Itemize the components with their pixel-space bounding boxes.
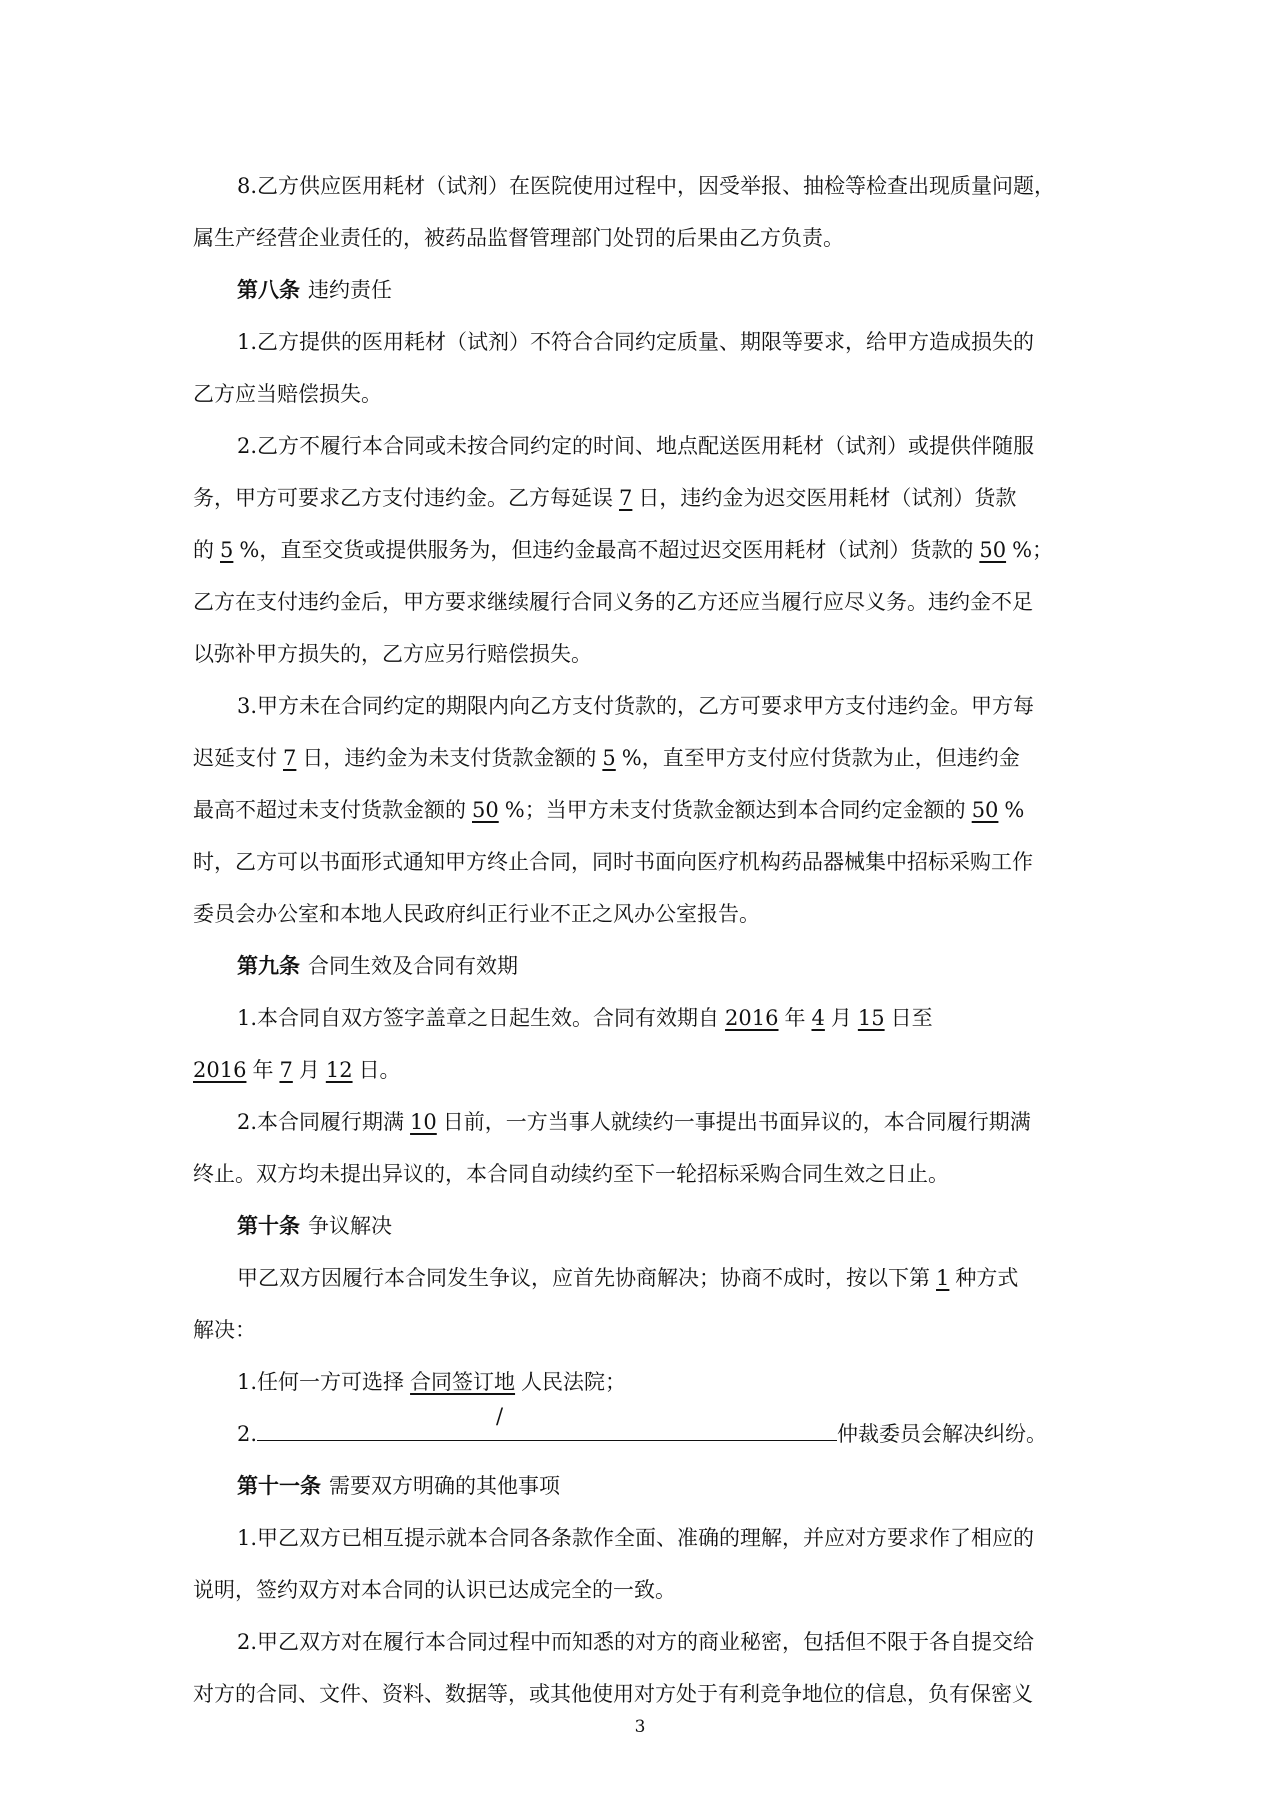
text-run: % [1004, 798, 1025, 822]
clause-10-1 [193, 1356, 1086, 1408]
clause-11-1-line2: 说明，签约双方对本合同的认识已达成完全的一致。 [193, 1578, 676, 1602]
clause-8-2-line4: 乙方在支付违约金后，甲方要求继续履行合同义务的乙方还应当履行应尽义务。违约金不足 [193, 590, 1033, 614]
clause-9-1-line1 [193, 992, 1086, 1044]
clause-8-2-line3 [193, 524, 1086, 576]
clause-11-2-line1: 2.甲乙双方对在履行本合同过程中而知悉的对方的商业秘密，包括但不限于各自提交给 [237, 1630, 1035, 1654]
clause-10-line2: 解决： [193, 1318, 256, 1342]
penalty-rate-field: 5 [220, 538, 234, 562]
contract-body [193, 160, 1086, 1720]
text-run: 日，违约金为未支付货款金额的 [302, 746, 597, 770]
clause-10-line1 [193, 1252, 1086, 1304]
article-8-heading [193, 264, 1086, 316]
text-run: %； [1012, 538, 1054, 562]
text-run: 2.本合同履行期满 [237, 1110, 405, 1134]
text-run: 务，甲方可要求乙方支付违约金。乙方每延误 [193, 486, 613, 510]
arbitration-blank-field [257, 1404, 504, 1441]
text-run: 迟延支付 [193, 746, 277, 770]
page-number: 3 [634, 1717, 646, 1737]
article-10-number: 第十条 [237, 1213, 300, 1238]
payment-penalty-rate-field: 5 [602, 746, 616, 770]
clause-8-3-line3 [193, 784, 1086, 836]
clause-11-1-line1: 1.甲乙双方已相互提示就本合同各条款作全面、准确的理解，并应对方要求作了相应的 [237, 1526, 1035, 1550]
text-run: 种方式 [955, 1266, 1019, 1290]
arbitration-slash: / [495, 1404, 504, 1428]
renewal-notice-days-field: 10 [410, 1110, 437, 1134]
clause-11-2-line2: 对方的合同、文件、资料、数据等，或其他使用对方处于有利竞争地位的信息，负有保密义 [193, 1682, 1033, 1706]
clause-8-3-line1: 3.甲方未在合同约定的期限内向乙方支付货款的，乙方可要求甲方支付违约金。甲方每 [237, 694, 1035, 718]
article-10-title: 争议解决 [308, 1214, 392, 1238]
article-10-heading [193, 1200, 1086, 1252]
text-run: %，直至交货或提供服务为，但违约金最高不超过迟交医用耗材（试剂）货款的 [239, 538, 974, 562]
payment-delay-days-field: 7 [283, 746, 297, 770]
text-run: 最高不超过未支付货款金额的 [193, 798, 466, 822]
clause-8-3-line2 [193, 732, 1086, 784]
text-run: %，直至甲方支付应付货款为止，但违约金 [621, 746, 1020, 770]
dispute-method-field: 1 [936, 1266, 950, 1290]
clause-8-3-line4: 时，乙方可以书面形式通知甲方终止合同，同时书面向医疗机构药品器械集中招标采购工作 [193, 850, 1033, 874]
clause-8-2-line2 [193, 472, 1086, 524]
text-run: 的 [193, 538, 214, 562]
clause-9-2-line2: 终止。双方均未提出异议的，本合同自动续约至下一轮招标采购合同生效之日止。 [193, 1162, 949, 1186]
text-run: 1.任何一方可选择 [237, 1370, 405, 1394]
text-run: 人民法院； [521, 1370, 627, 1394]
clause-7-8-line2: 属生产经营企业责任的，被药品监督管理部门处罚的后果由乙方负责。 [193, 226, 844, 250]
article-8-title: 违约责任 [308, 278, 392, 302]
clause-7-8-line1: 8.乙方供应医用耗材（试剂）在医院使用过程中，因受举报、抽检等检查出现质量问题， [237, 174, 1056, 198]
court-location-field: 合同签订地 [410, 1370, 516, 1394]
text-run: 日。 [358, 1058, 401, 1082]
end-day-field: 12 [325, 1058, 353, 1082]
text-run: 年 [784, 1006, 806, 1030]
article-9-number: 第九条 [237, 953, 300, 978]
start-year-field: 2016 [725, 1006, 779, 1030]
clause-9-2-line1 [193, 1096, 1086, 1148]
clause-8-1-line1: 1.乙方提供的医用耗材（试剂）不符合合同约定质量、期限等要求，给甲方造成损失的 [237, 330, 1035, 354]
text-run: 日前，一方当事人就续约一事提出书面异议的，本合同履行期满 [442, 1110, 1031, 1134]
text-run: 仲裁委员会解决纠纷。 [837, 1422, 1048, 1446]
text-run: 2. [237, 1422, 258, 1446]
start-month-field: 4 [811, 1006, 825, 1030]
article-9-heading [193, 940, 1086, 992]
start-day-field: 15 [857, 1006, 885, 1030]
text-run: 甲乙双方因履行本合同发生争议，应首先协商解决；协商不成时，按以下第 [237, 1266, 930, 1290]
clause-9-1-line2 [193, 1044, 1086, 1096]
clause-8-1-line2: 乙方应当赔偿损失。 [193, 382, 382, 406]
article-11-heading [193, 1460, 1086, 1512]
clause-8-3-line5: 委员会办公室和本地人民政府纠正行业不正之风办公室报告。 [193, 902, 760, 926]
arbitration-blank-field-2 [497, 1416, 837, 1441]
article-11-number: 第十一条 [237, 1473, 321, 1498]
text-run: 月 [298, 1058, 320, 1082]
text-run: %；当甲方未支付货款金额达到本合同约定金额的 [504, 798, 966, 822]
text-run: 月 [830, 1006, 852, 1030]
termination-threshold-field: 50 [971, 798, 999, 822]
clause-8-2-line1: 2.乙方不履行本合同或未按合同约定的时间、地点配送医用耗材（试剂）或提供伴随服 [237, 434, 1035, 458]
text-run: 日，违约金为迟交医用耗材（试剂）货款 [638, 486, 1017, 510]
payment-penalty-max-field: 50 [472, 798, 499, 822]
text-run: 日至 [890, 1006, 933, 1030]
clause-10-2 [193, 1404, 1086, 1460]
clause-8-2-line5: 以弥补甲方损失的，乙方应另行赔偿损失。 [193, 642, 592, 666]
end-month-field: 7 [279, 1058, 293, 1082]
article-11-title: 需要双方明确的其他事项 [329, 1474, 560, 1498]
article-9-title: 合同生效及合同有效期 [308, 954, 518, 978]
penalty-max-field: 50 [979, 538, 1007, 562]
text-run: 年 [252, 1058, 274, 1082]
article-8-number: 第八条 [237, 277, 300, 302]
delay-days-field: 7 [619, 486, 633, 510]
end-year-field: 2016 [193, 1058, 247, 1082]
text-run: 1.本合同自双方签字盖章之日起生效。合同有效期自 [237, 1006, 720, 1030]
